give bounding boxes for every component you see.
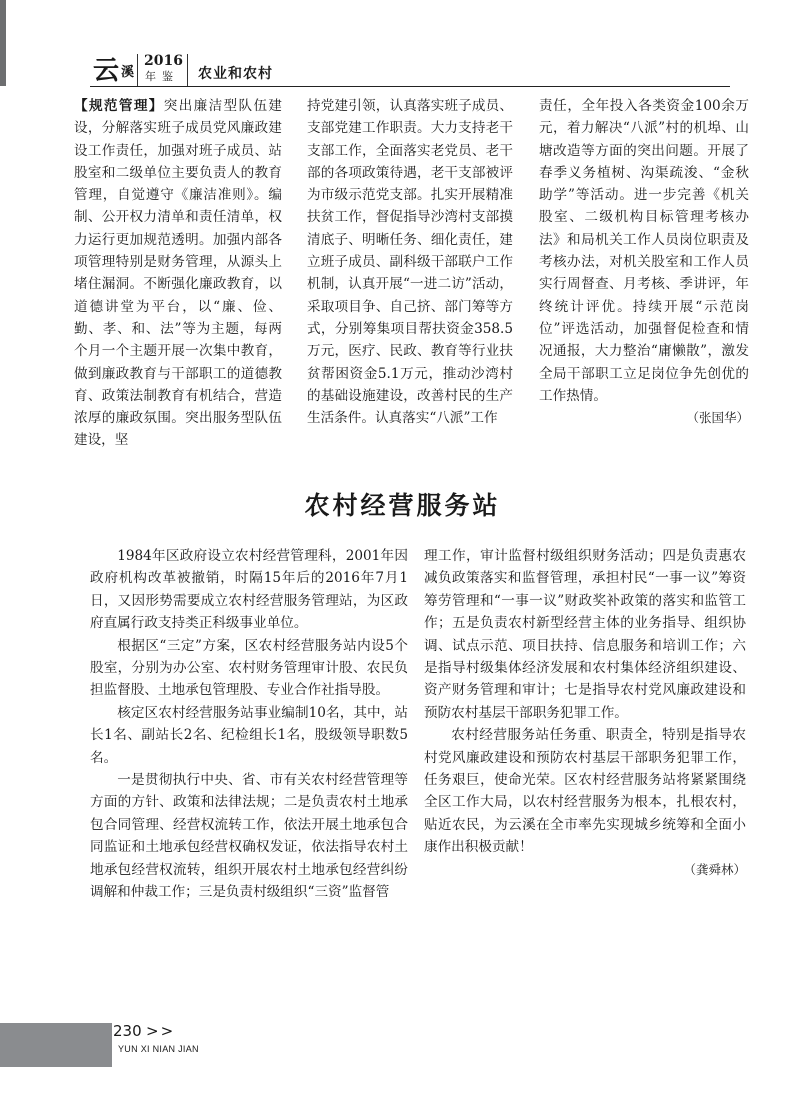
header-book-char-xi: 溪 xyxy=(121,65,135,80)
page-number: 230 xyxy=(113,1022,142,1040)
header-rule xyxy=(90,86,730,87)
section-tag: 【规范管理】 xyxy=(74,98,164,114)
paragraph-text: 突出廉洁型队伍建设，分解落实班子成员党风廉政建设工作责任，加强对班子成员、站股室和二级单位主要负责人的教育管理，自觉遵守《廉洁准则》。编制、公开权力清单和责任清单，权力运行更加规范透明。加强内部各项管理特别是财务管理，从源头上堵住漏洞。不断强化廉政教育，以道德讲堂为平台，以“廉、俭、勤、孝、和、法”等为主题，每两个月一个主题开展一次集中教育，做到廉政教育与干部职工的道德教育、政策法制教育有机结合，营造浓厚的廉政氛围。突出服务型队伍建设，坚 xyxy=(74,98,283,449)
paragraph: 根据区“三定”方案，区农村经营服务站内设5个股室，分别为办公室、农村财务管理审计股、农民负担监督股、土地承包管理股、专业合作社指导股。 xyxy=(90,637,408,699)
paragraph: 理工作，审计监督村级组织财务活动；四是负责惠农减负政策落实和监督管理，承担村民“一事一议”筹资筹劳管理和“一事一议”财政奖补政策的落实和监管工作；五是负责农村新型经营主体的业务指导、组织协调、试点示范、项目扶持、信息服务和培训工作；六是指导村级集体经济发展和农村集体经济组织建设、资产财务管理和审计；七是指导农村党风廉政建设和预防农村基层干部职务犯罪工作。 xyxy=(424,548,746,721)
footer-english-title: YUN XI NIAN JIAN xyxy=(118,1044,199,1054)
header-side-band xyxy=(0,0,6,86)
paragraph: 农村经营服务站任务重、职责全，特别是指导农村党风廉政建设和预防农村基层干部职务犯罪工作，任务艰巨，使命光荣。区农村经营服务站将紧紧围绕全区工作大局，以农村经营服务为根本，扎根农村，贴近农民，为云溪在全市率先实现城乡统筹和全面小康作出积极贡献！ xyxy=(424,727,746,856)
header-section-title: 农业和农村 xyxy=(198,66,273,82)
paragraph: 一是贯彻执行中央、省、市有关农村经营管理等方面的方针、政策和法律法规；二是负责农村土地承包合同管理、经营权流转工作，依法开展土地承包合同监证和土地承包经营权确权发证，依法指导农村土地承包经营权流转，组织开展农村土地承包经营纠纷调解和仲裁工作；三是负责村级组织“三资”监督管 xyxy=(90,772,408,901)
author-signature: （张国华） xyxy=(686,410,749,426)
paragraph: 核定区农村经营服务站事业编制10名，其中，站长1名、副站长2名、纪检组长1名，股级领导职数5名。 xyxy=(90,704,408,766)
text-column-1 xyxy=(74,95,282,452)
paragraph: 持党建引领，认真落实班子成员、支部党建工作职责。大力支持老干支部工作，全面落实老党员、老干部的各项政策待遇，老干支部被评为市级示范党支部。扎实开展精准扶贫工作，督促指导沙湾村支部摸清底子、明晰任务、细化责任，建立班子成员、副科级干部联户工作机制，认真开展“一进二访”活动，采取项目争、自己挤、部门筹等方式，分别筹集项目帮扶资金358.5万元，医疗、民政、教育等行业扶贫帮困资金5.1万元，推动沙湾村的基础设施建设，改善村民的生产生活条件。认真落实“八派”工作 xyxy=(307,98,513,427)
text-column-3 xyxy=(539,95,749,429)
paragraph: 责任，全年投入各类资金100余万元，着力解决“八派”村的机埠、山塘改造等方面的突出问题。开展了春季义务植树、沟渠疏浚、“金秋助学”等活动。进一步完善《机关股室、二级机构目标管理考核办法》和局机关工作人员岗位职责及考核办法，对机关股室和工作人员实行周督查、月考核、季讲评，年终统计评优。持续开展“示范岗位”评选活动，加强督促检查和情况通报，大力整治“庸懒散”，激发全局干部职工立足岗位争先创优的工作热情。 xyxy=(539,98,749,404)
footer-arrows: >> xyxy=(146,1022,176,1040)
footer-band xyxy=(0,1023,112,1067)
header-year: 2016 xyxy=(144,53,183,69)
article-column-left xyxy=(90,545,408,904)
paragraph: 1984年区政府设立农村经营管理科，2001年因政府机构改革被撤销，时隔15年后的2016年7月1日，又因形势需要成立农村经营服务管理站，为区政府直属行政支持类正科级事业单位。 xyxy=(90,548,408,632)
paragraph xyxy=(74,95,282,452)
article-title: 农村经营服务站 xyxy=(304,491,501,520)
article-column-right xyxy=(424,545,746,881)
author-signature: （龚舜林） xyxy=(683,861,746,877)
page-header xyxy=(0,0,805,90)
header-book-char-yun: 云 xyxy=(93,56,120,86)
header-divider xyxy=(137,54,138,86)
header-nianjian: 年鉴 xyxy=(145,70,179,83)
header-divider xyxy=(187,54,188,86)
text-column-2 xyxy=(307,95,513,429)
